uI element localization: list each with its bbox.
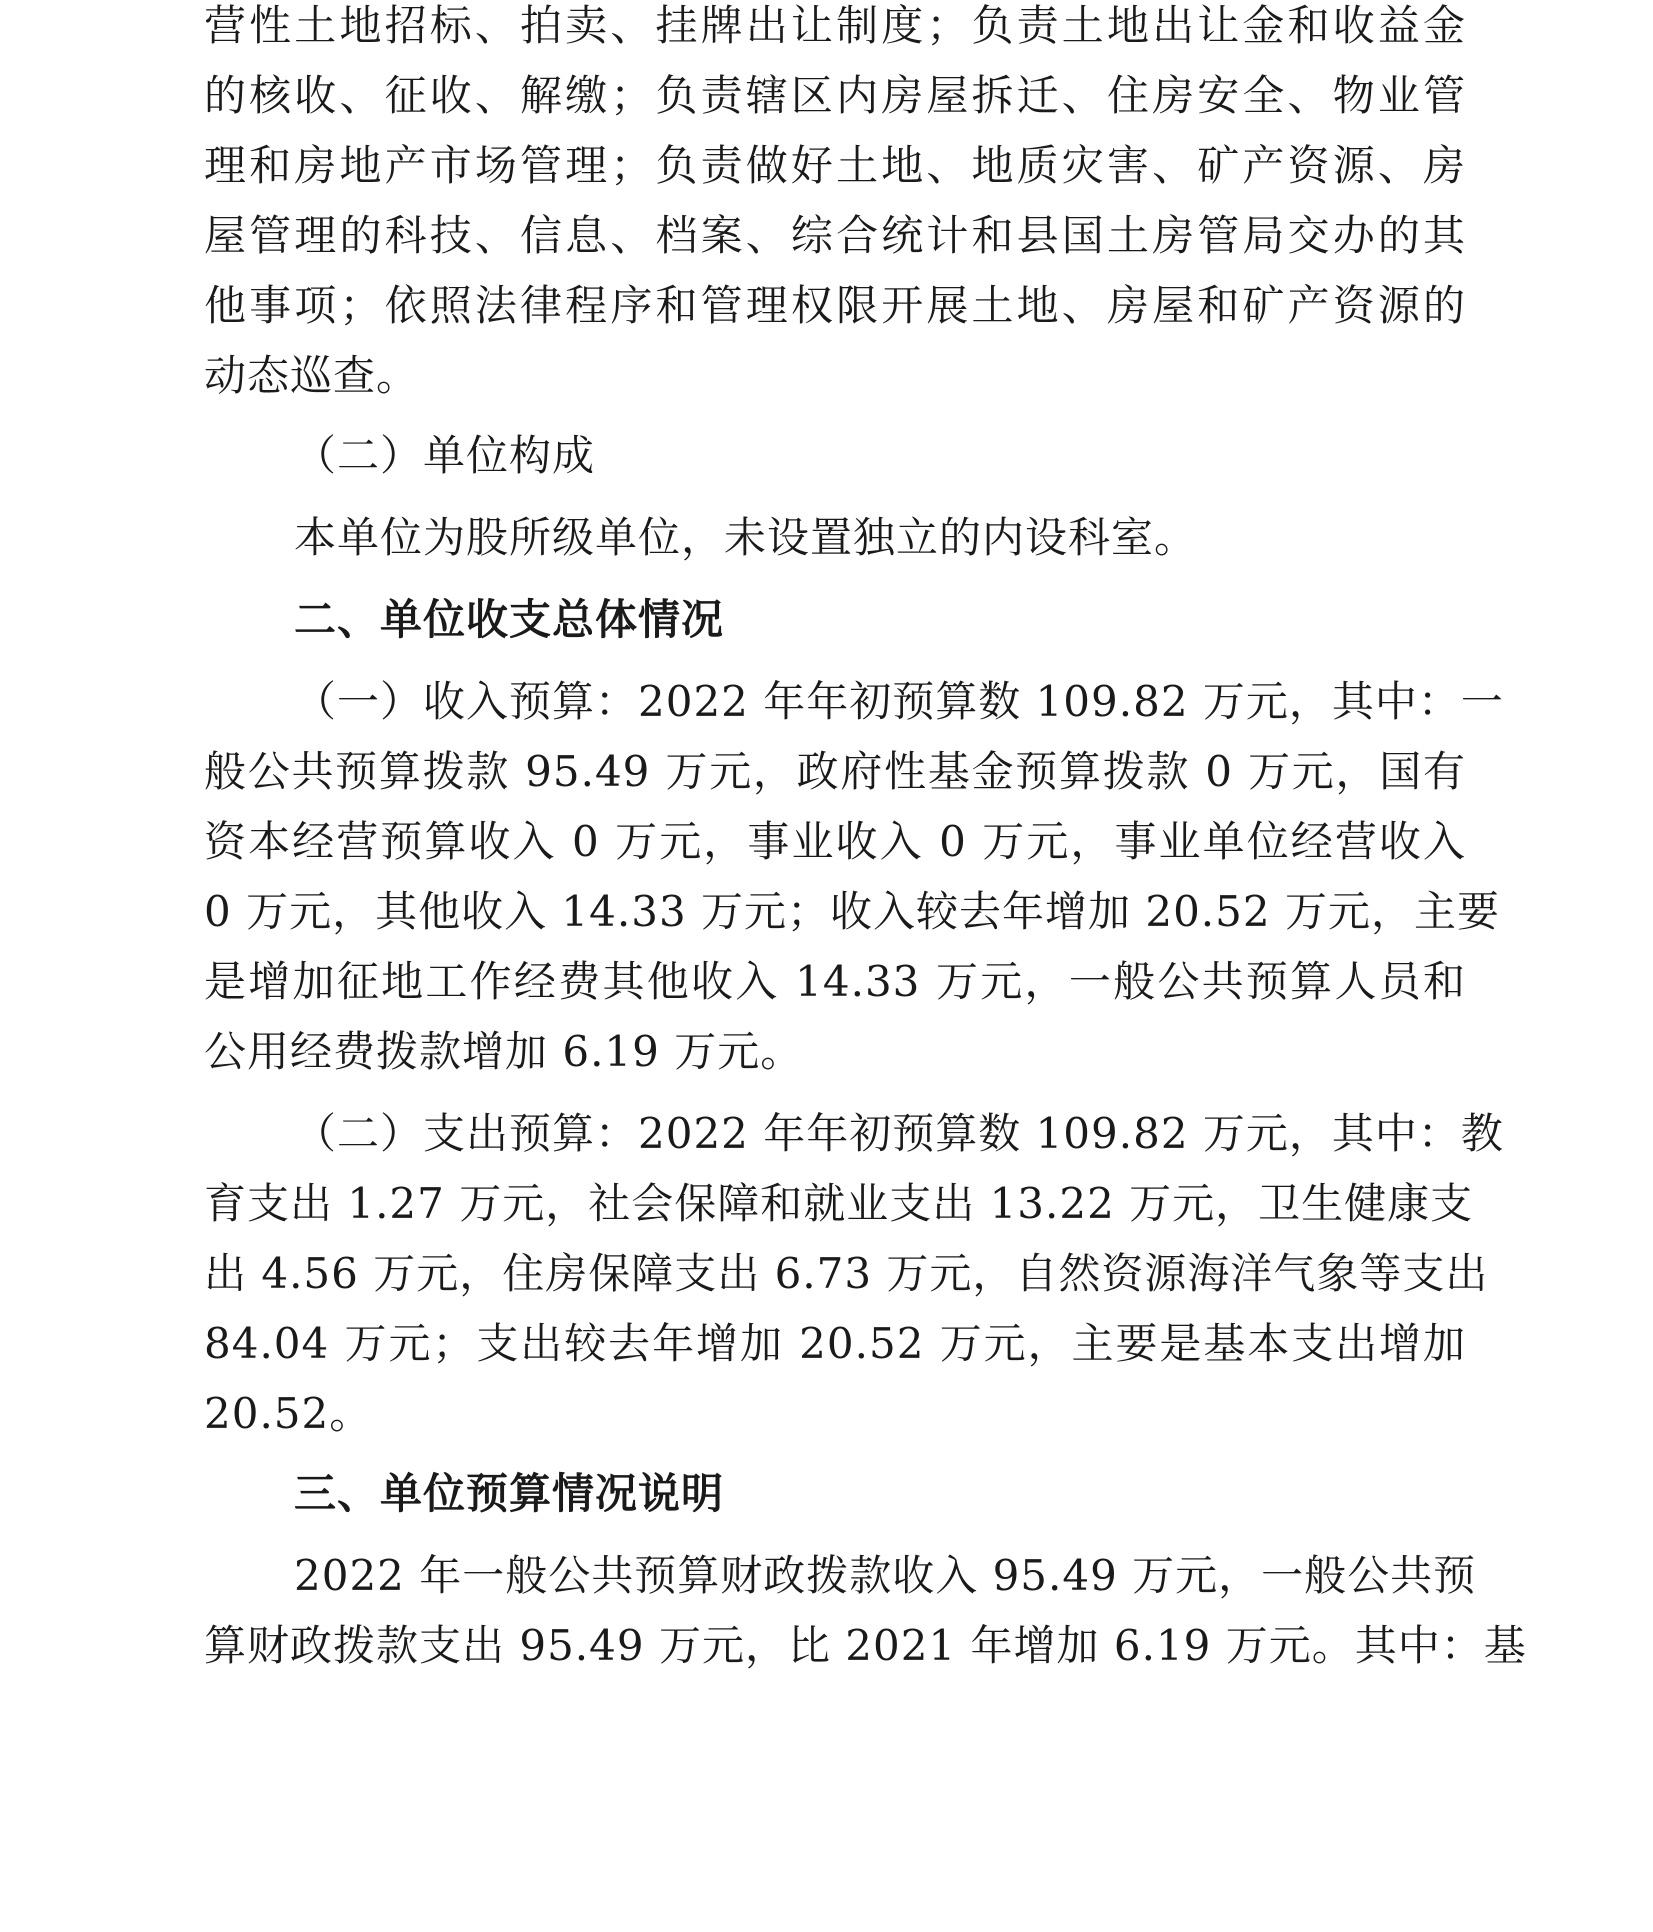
paragraph-line: 育支出 1.27 万元，社会保障和就业支出 13.22 万元，卫生健康支 — [204, 1179, 1474, 1228]
paragraph-line: 出 4.56 万元，住房保障支出 6.73 万元，自然资源海洋气象等支出 — [204, 1249, 1489, 1298]
paragraph-line: 算财政拨款支出 95.49 万元，比 2021 年增加 6.19 万元。其中：基 — [204, 1621, 1527, 1670]
paragraph-line: 0 万元，其他收入 14.33 万元；收入较去年增加 20.52 万元，主要 — [204, 887, 1500, 936]
paragraph-line: 20.52。 — [204, 1389, 373, 1438]
paragraph-line: 的核收、征收、解缴；负责辖区内房屋拆迁、住房安全、物业管 — [204, 71, 1466, 120]
paragraph-line: 动态巡查。 — [204, 351, 420, 400]
paragraph-line: 营性土地招标、拍卖、挂牌出让制度；负责土地出让金和收益金 — [204, 1, 1466, 50]
paragraph-line: 理和房地产市场管理；负责做好土地、地质灾害、矿产资源、房 — [204, 141, 1466, 190]
paragraph-line: 是增加征地工作经费其他收入 14.33 万元，一般公共预算人员和 — [204, 957, 1466, 1006]
paragraph-line: 2022 年一般公共预算财政拨款收入 95.49 万元，一般公共预 — [294, 1551, 1477, 1600]
paragraph-line: （二）支出预算：2022 年年初预算数 109.82 万元，其中：教 — [294, 1109, 1504, 1158]
paragraph-line: 资本经营预算收入 0 万元，事业收入 0 万元，事业单位经营收入 — [204, 817, 1466, 866]
subsection-title: （二）单位构成 — [294, 431, 596, 480]
paragraph-line: 屋管理的科技、信息、档案、综合统计和县国土房管局交办的其 — [204, 211, 1466, 260]
paragraph-line: 他事项；依照法律程序和管理权限开展土地、房屋和矿产资源的 — [204, 281, 1466, 330]
paragraph-line: 般公共预算拨款 95.49 万元，政府性基金预算拨款 0 万元，国有 — [204, 747, 1466, 796]
section-heading: 三、单位预算情况说明 — [294, 1469, 725, 1518]
section-heading: 二、单位收支总体情况 — [294, 595, 725, 644]
paragraph-line: 84.04 万元；支出较去年增加 20.52 万元，主要是基本支出增加 — [204, 1319, 1466, 1368]
paragraph-line: 公用经费拨款增加 6.19 万元。 — [204, 1027, 804, 1076]
paragraph-line: 本单位为股所级单位，未设置独立的内设科室。 — [294, 513, 1198, 562]
paragraph-line: （一）收入预算：2022 年年初预算数 109.82 万元，其中：一 — [294, 677, 1504, 726]
